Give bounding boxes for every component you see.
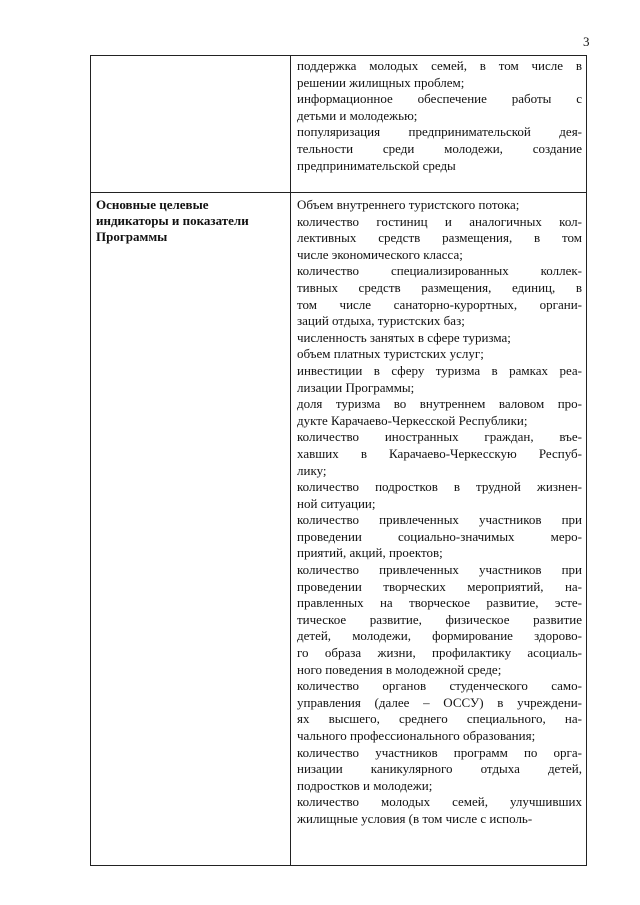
row-content-text [297, 58, 582, 174]
text-line: низации каникулярного отдыха детей, [297, 761, 582, 777]
text-line: жилищные условия (в том числе с исполь- [297, 810, 533, 826]
text-line: проведении творческих мероприятий, на- [297, 578, 582, 594]
text-line: количество привлеченных участников при [297, 512, 582, 528]
text-line: ной ситуации; [297, 495, 376, 511]
text-line: поддержка молодых семей, в том числе в [297, 58, 582, 73]
text-line: количество гостиниц и аналогичных кол- [297, 213, 582, 229]
text-line: го образа жизни, профилактику асоциаль- [297, 645, 582, 661]
label-line: Основные целевые [96, 197, 209, 212]
text-line: количество специализированных коллек- [297, 263, 582, 279]
text-line: том числе санаторно-курортных, органи- [297, 296, 582, 312]
text-line: численность занятых в сфере туризма; [297, 329, 511, 345]
text-line: инвестиции в сферу туризма в рамках реа- [297, 362, 582, 378]
text-line: Объем внутреннего туристского потока; [297, 197, 520, 212]
program-passport-table [90, 55, 587, 866]
text-line: чального профессионального образования; [297, 728, 536, 743]
text-line: приятий, акций, проектов; [297, 545, 443, 561]
text-line: правленных на творческое развитие, эсте- [297, 595, 582, 611]
text-line: заций отдыха, туристских баз; [297, 313, 465, 329]
text-line: детьми и молодежью; [297, 107, 418, 123]
text-line: доля туризма во внутреннем валовом про- [297, 396, 582, 412]
text-line: популяризация предпринимательской дея- [297, 124, 582, 140]
page-number: 3 [583, 34, 590, 49]
text-line: решении жилищных проблем; [297, 74, 465, 90]
text-line: детей, молодежи, формирование здорово- [297, 628, 582, 644]
text-line: управления (далее – ОССУ) в учреждени- [297, 694, 582, 710]
text-line: подростков и молодежи; [297, 777, 433, 793]
text-line: количество привлеченных участников при [297, 562, 582, 578]
row-label [96, 197, 284, 245]
text-line: лективных средств размещения, в том [297, 230, 582, 246]
text-line: тельности среди молодежи, создание [297, 140, 582, 156]
text-line: предпринимательской среды [297, 157, 456, 173]
text-line: лизации Программы; [297, 379, 415, 395]
text-line: числе экономического класса; [297, 246, 463, 262]
table-row [91, 56, 587, 193]
row-content-cell [291, 56, 587, 193]
text-line: ях высшего, среднего специального, на- [297, 711, 582, 727]
text-line: количество иностранных граждан, въе- [297, 429, 582, 445]
row-content-cell [291, 193, 587, 866]
row-label-cell [91, 193, 291, 866]
text-line: проведении социально-значимых меро- [297, 528, 582, 544]
text-line: хавших в Карачаево-Черкесскую Респуб- [297, 445, 582, 461]
label-line: индикаторы и показатели [96, 213, 249, 228]
row-content-text [297, 197, 582, 828]
text-line: информационное обеспечение работы с [297, 91, 582, 107]
text-line: количество органов студенческого само- [297, 678, 582, 694]
row-label-cell [91, 56, 291, 193]
label-line: Программы [96, 229, 168, 244]
text-line: количество подростков в трудной жизнен- [297, 479, 582, 495]
text-line: объем платных туристских услуг; [297, 346, 484, 362]
text-line: тивных средств размещения, единиц, в [297, 279, 582, 295]
text-line: дукте Карачаево-Черкесской Республики; [297, 412, 528, 428]
text-line: ного поведения в молодежной среде; [297, 661, 502, 677]
text-line: лику; [297, 462, 327, 478]
text-line: количество молодых семей, улучшивших [297, 794, 582, 810]
table-row [91, 193, 587, 866]
text-line: тическое развитие, физическое развитие [297, 611, 582, 627]
text-line: количество участников программ по орга- [297, 744, 582, 760]
